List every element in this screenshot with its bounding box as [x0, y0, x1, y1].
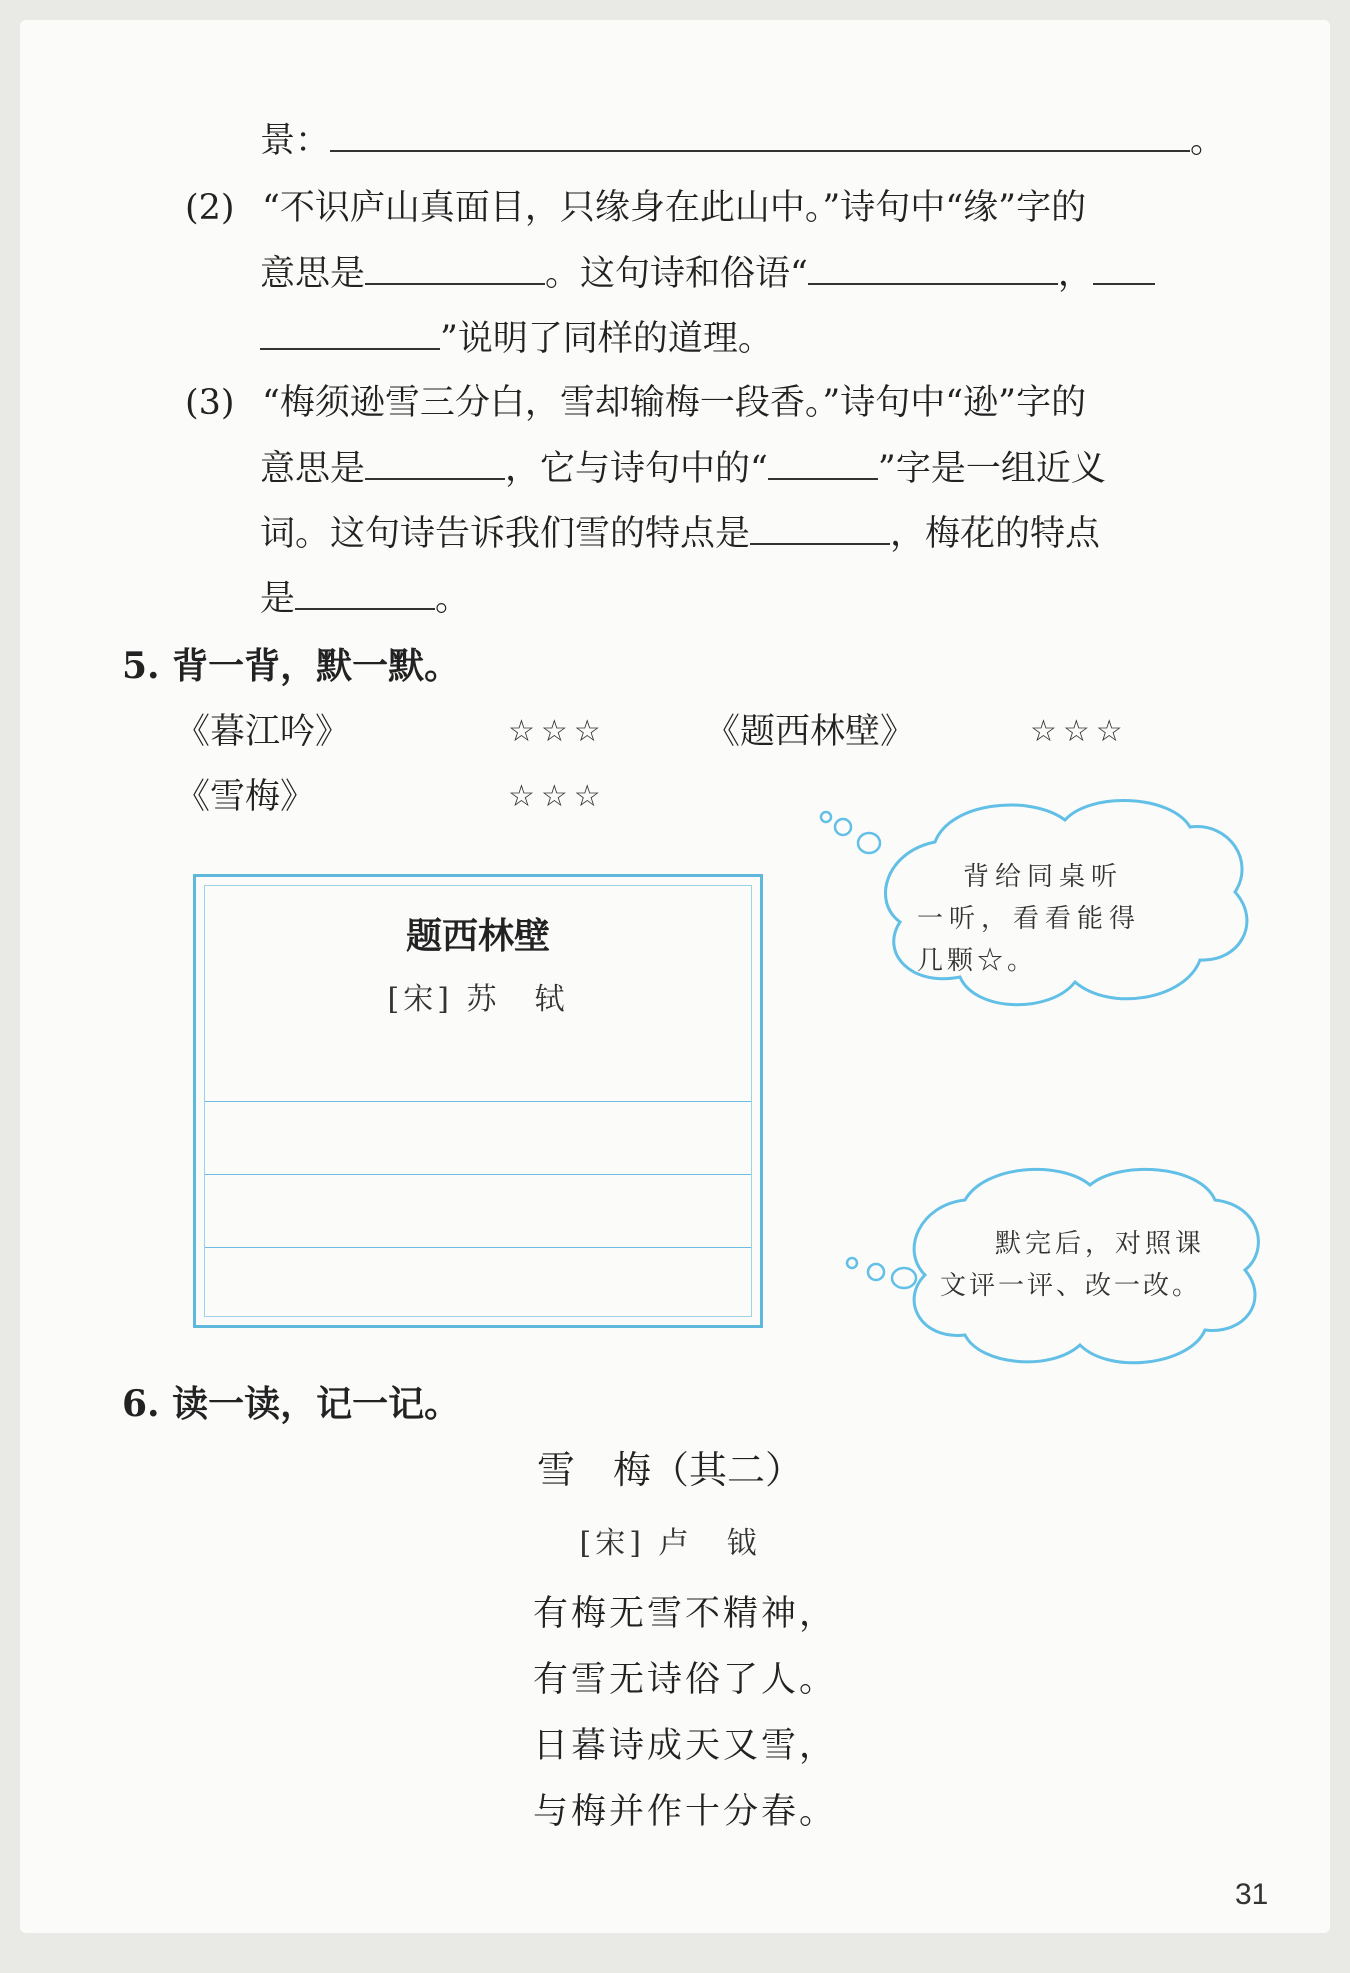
item-3-line3: 词。这句诗告诉我们雪的特点是 ，梅花的特点 [260, 514, 1101, 554]
item-3-line4: 是 。 [260, 579, 471, 619]
box-poem-author: [宋] 苏 轼 [387, 982, 569, 1017]
answer-blank[interactable] [365, 448, 505, 480]
item-2-line1: “不识庐山真面目，只缘身在此山中。”诗句中“缘”字的 [262, 188, 1087, 228]
poem-title-tixilinbi: 《题西林壁》 [705, 712, 916, 752]
jing-label: 景： [260, 121, 331, 161]
cloud-1-line-1: 背给同桌听 [963, 862, 1124, 892]
answer-blank[interactable] [295, 578, 435, 610]
cloud-1-line-2: 一听，看看能得 [917, 904, 1142, 934]
item-2-number: (2) [185, 188, 235, 228]
item-3-number: (3) [185, 383, 235, 423]
answer-blank[interactable] [1093, 253, 1155, 285]
star-rating[interactable]: ☆☆☆ [508, 714, 607, 749]
poem-line: 有梅无雪不精神， [533, 1594, 838, 1634]
answer-blank[interactable] [750, 513, 890, 545]
dictation-box [193, 874, 763, 1328]
answer-blank[interactable] [365, 253, 545, 285]
workbook-page [20, 20, 1330, 1933]
q6-poem-title: 雪 梅（其二） [536, 1448, 803, 1492]
box-poem-title: 题西林壁 [405, 915, 550, 957]
star-rating[interactable]: ☆☆☆ [508, 779, 607, 814]
answer-blank[interactable] [808, 253, 1058, 285]
cloud-2-line-2: 文评一评、改一改。 [940, 1271, 1202, 1301]
cloud-2-line-1: 默完后，对照课 [995, 1229, 1206, 1259]
writing-line[interactable] [205, 1174, 751, 1175]
item-2-line2: 意思是 。这句诗和俗语“ ， [260, 253, 1155, 294]
page-number: 31 [1235, 1878, 1269, 1911]
item-2-line3: ”说明了同样的道理。 [260, 318, 773, 359]
q5-heading: 5. 背一背，默一默。 [122, 645, 461, 687]
item-3-line2: 意思是 ，它与诗句中的“ ”字是一组近义 [260, 449, 1106, 489]
answer-blank[interactable] [768, 448, 878, 480]
writing-line[interactable] [205, 1247, 751, 1248]
q6-heading: 6. 读一读，记一记。 [122, 1383, 461, 1425]
cloud-1-line-3: 几颗☆。 [917, 946, 1038, 976]
answer-blank[interactable] [260, 318, 440, 350]
item-3-line1: “梅须逊雪三分白，雪却输梅一段香。”诗句中“逊”字的 [262, 383, 1087, 423]
star-rating[interactable]: ☆☆☆ [1030, 714, 1129, 749]
poem-title-mujiangyin: 《暮江吟》 [175, 712, 351, 752]
q6-poem-author: [宋] 卢 钺 [579, 1526, 761, 1561]
poem-line: 与梅并作十分春。 [533, 1792, 838, 1832]
writing-line[interactable] [205, 1101, 751, 1102]
poem-line: 有雪无诗俗了人。 [533, 1660, 838, 1700]
poem-line: 日暮诗成天又雪， [533, 1726, 838, 1766]
poem-title-xuemei: 《雪梅》 [175, 777, 316, 817]
jing-line: 景： 。 [260, 121, 1226, 161]
answer-blank[interactable] [330, 120, 1190, 152]
